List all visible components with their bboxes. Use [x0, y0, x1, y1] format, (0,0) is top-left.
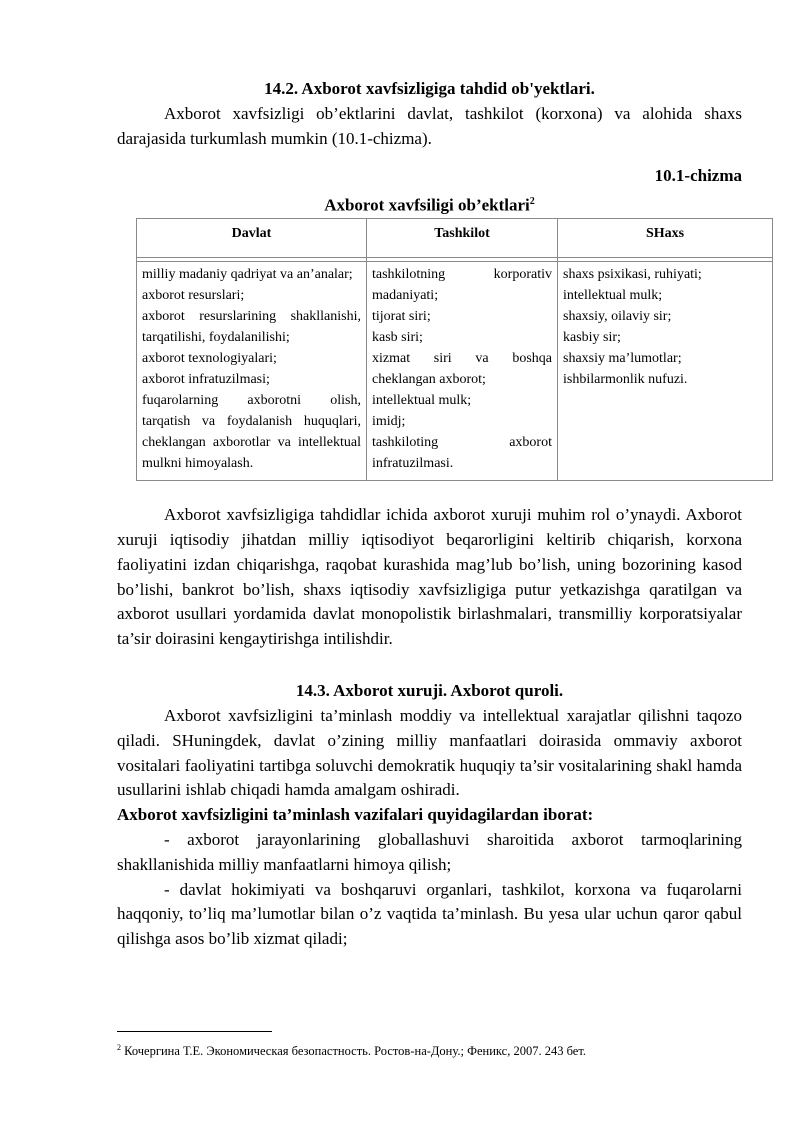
tashkilot-cell	[367, 262, 558, 481]
table-row	[137, 262, 773, 481]
section-title: 14.2. Axborot xavfsizligiga tahdid ob'yektlari.	[264, 79, 595, 98]
list-item: axborot texnologiyalari;	[142, 351, 277, 367]
figure-title-text: Axborot xavfsiligi ob’ektlari	[324, 195, 530, 215]
spacer	[117, 481, 742, 503]
list-item: shaxs psixikasi, ruhiyati;	[563, 267, 702, 283]
body-paragraph: Axborot xavfsizligini ta’minlash moddiy va intellektual xarajatlar qilishni taqozo qiladi. SHuningdek, davlat o’zining milliy manfaatlari doirasida ommaviy axborot vositalari faoliyatini tartibga soluvchi demokratik huquqiy ta’sir vositalarining shakl hamda usullarini ishlab chiqadi hamda amalgam oshiradi.	[117, 706, 742, 800]
list-item: axborot resurslarining shakllanishi, tarqatilishi, foydalanilishi;	[142, 309, 361, 346]
list-item: intellektual mulk;	[372, 393, 472, 409]
footnote	[117, 1040, 586, 1059]
column-header: SHaxs	[558, 219, 773, 258]
list-heading: Axborot xavfsizligini ta’minlash vazifalari quyidagilardan iborat:	[117, 805, 594, 825]
davlat-cell	[137, 262, 367, 481]
list-item: tashkiloting axborot infratuzilmasi.	[372, 435, 552, 472]
list-item: axborot resurslari;	[142, 288, 245, 304]
footnote-divider	[117, 1031, 272, 1032]
footnote-reference: 2	[529, 195, 535, 207]
list-item: shaxsiy, oilaviy sir;	[563, 309, 672, 325]
table-header-row	[137, 219, 773, 258]
figure-title	[117, 191, 742, 217]
section-title: 14.3. Axborot xuruji. Axborot quroli.	[295, 681, 564, 701]
document-page	[117, 76, 742, 952]
list-item: imidj;	[372, 414, 406, 430]
list-item: tashkilotning korporativ madaniyati;	[372, 267, 552, 304]
intro-paragraph: Axborot xavfsizligi ob’ektlarini davlat, tashkilot (korxona) va alohida shaxs darajasida turkumlash mumkin (10.1-chizma).	[117, 104, 742, 148]
list-item: xizmat siri va boshqa cheklangan axborot;	[372, 351, 552, 388]
list-item: tijorat siri;	[372, 309, 431, 325]
list-item: milliy madaniy qadriyat va an’analar;	[142, 267, 353, 283]
body-paragraph: Axborot xavfsizligiga tahdidlar ichida axborot xuruji muhim rol o’ynaydi. Axborot xuruji iqtisodiy jihatdan milliy iqtisodiyot beqarorligini keltirib chiqarish, korxona faoliyatini izdan chiqarishga, raqobat kurashida mag’lub bo’lish, uning bozorining kasod bo’lishi, bankrot bo’lish, shaxs iqtisodiy xavfsizligiga putur yetkazishga qaratilgan va axborot usullari yordamida davlat monopolistik birlashmalari, transmilliy korporatsiyalar ta’sir doirasini kengaytirishga intilishdir.	[117, 505, 742, 649]
list-item: kasb siri;	[372, 330, 423, 346]
footnote-text: Кочергина Т.Е. Экономическая безопастность. Ростов-на-Дону.; Феникс, 2007. 243 бет.	[121, 1044, 586, 1059]
footnote-mark: 2	[117, 1043, 121, 1052]
list-item: axborot infratuzilmasi;	[142, 372, 270, 388]
column-header: Tashkilot	[367, 219, 558, 258]
figure-number: 10.1-chizma	[654, 165, 742, 185]
column-header: Davlat	[137, 219, 367, 258]
list-item: shaxsiy ma’lumotlar;	[563, 351, 682, 367]
shaxs-cell	[558, 262, 773, 481]
list-item: kasbiy sir;	[563, 330, 621, 346]
list-item: intellektual mulk;	[563, 288, 663, 304]
list-item: fuqarolarning axborotni olish, tarqatish va foydalanish huquqlari, cheklangan axborotlar va intellektual mulkni himoyalash.	[142, 393, 361, 472]
spacer	[117, 652, 742, 678]
list-item: - davlat hokimiyati va boshqaruvi organlari, tashkilot, korxona va fuqarolarni haqqoniy, to’liq ma’lumotlar bilan o’z vaqtida ta’minlash. Bu yesa ular uchun qaror qabul qilishga asos bo’lib xizmat qiladi;	[117, 879, 742, 949]
list-item: - axborot jarayonlarining globallashuvi sharoitida axborot tarmoqlarining shakllanishida milliy manfaatlarni himoya qilish;	[117, 830, 742, 874]
list-item: ishbilarmonlik nufuzi.	[563, 372, 688, 388]
security-objects-table	[136, 218, 773, 481]
